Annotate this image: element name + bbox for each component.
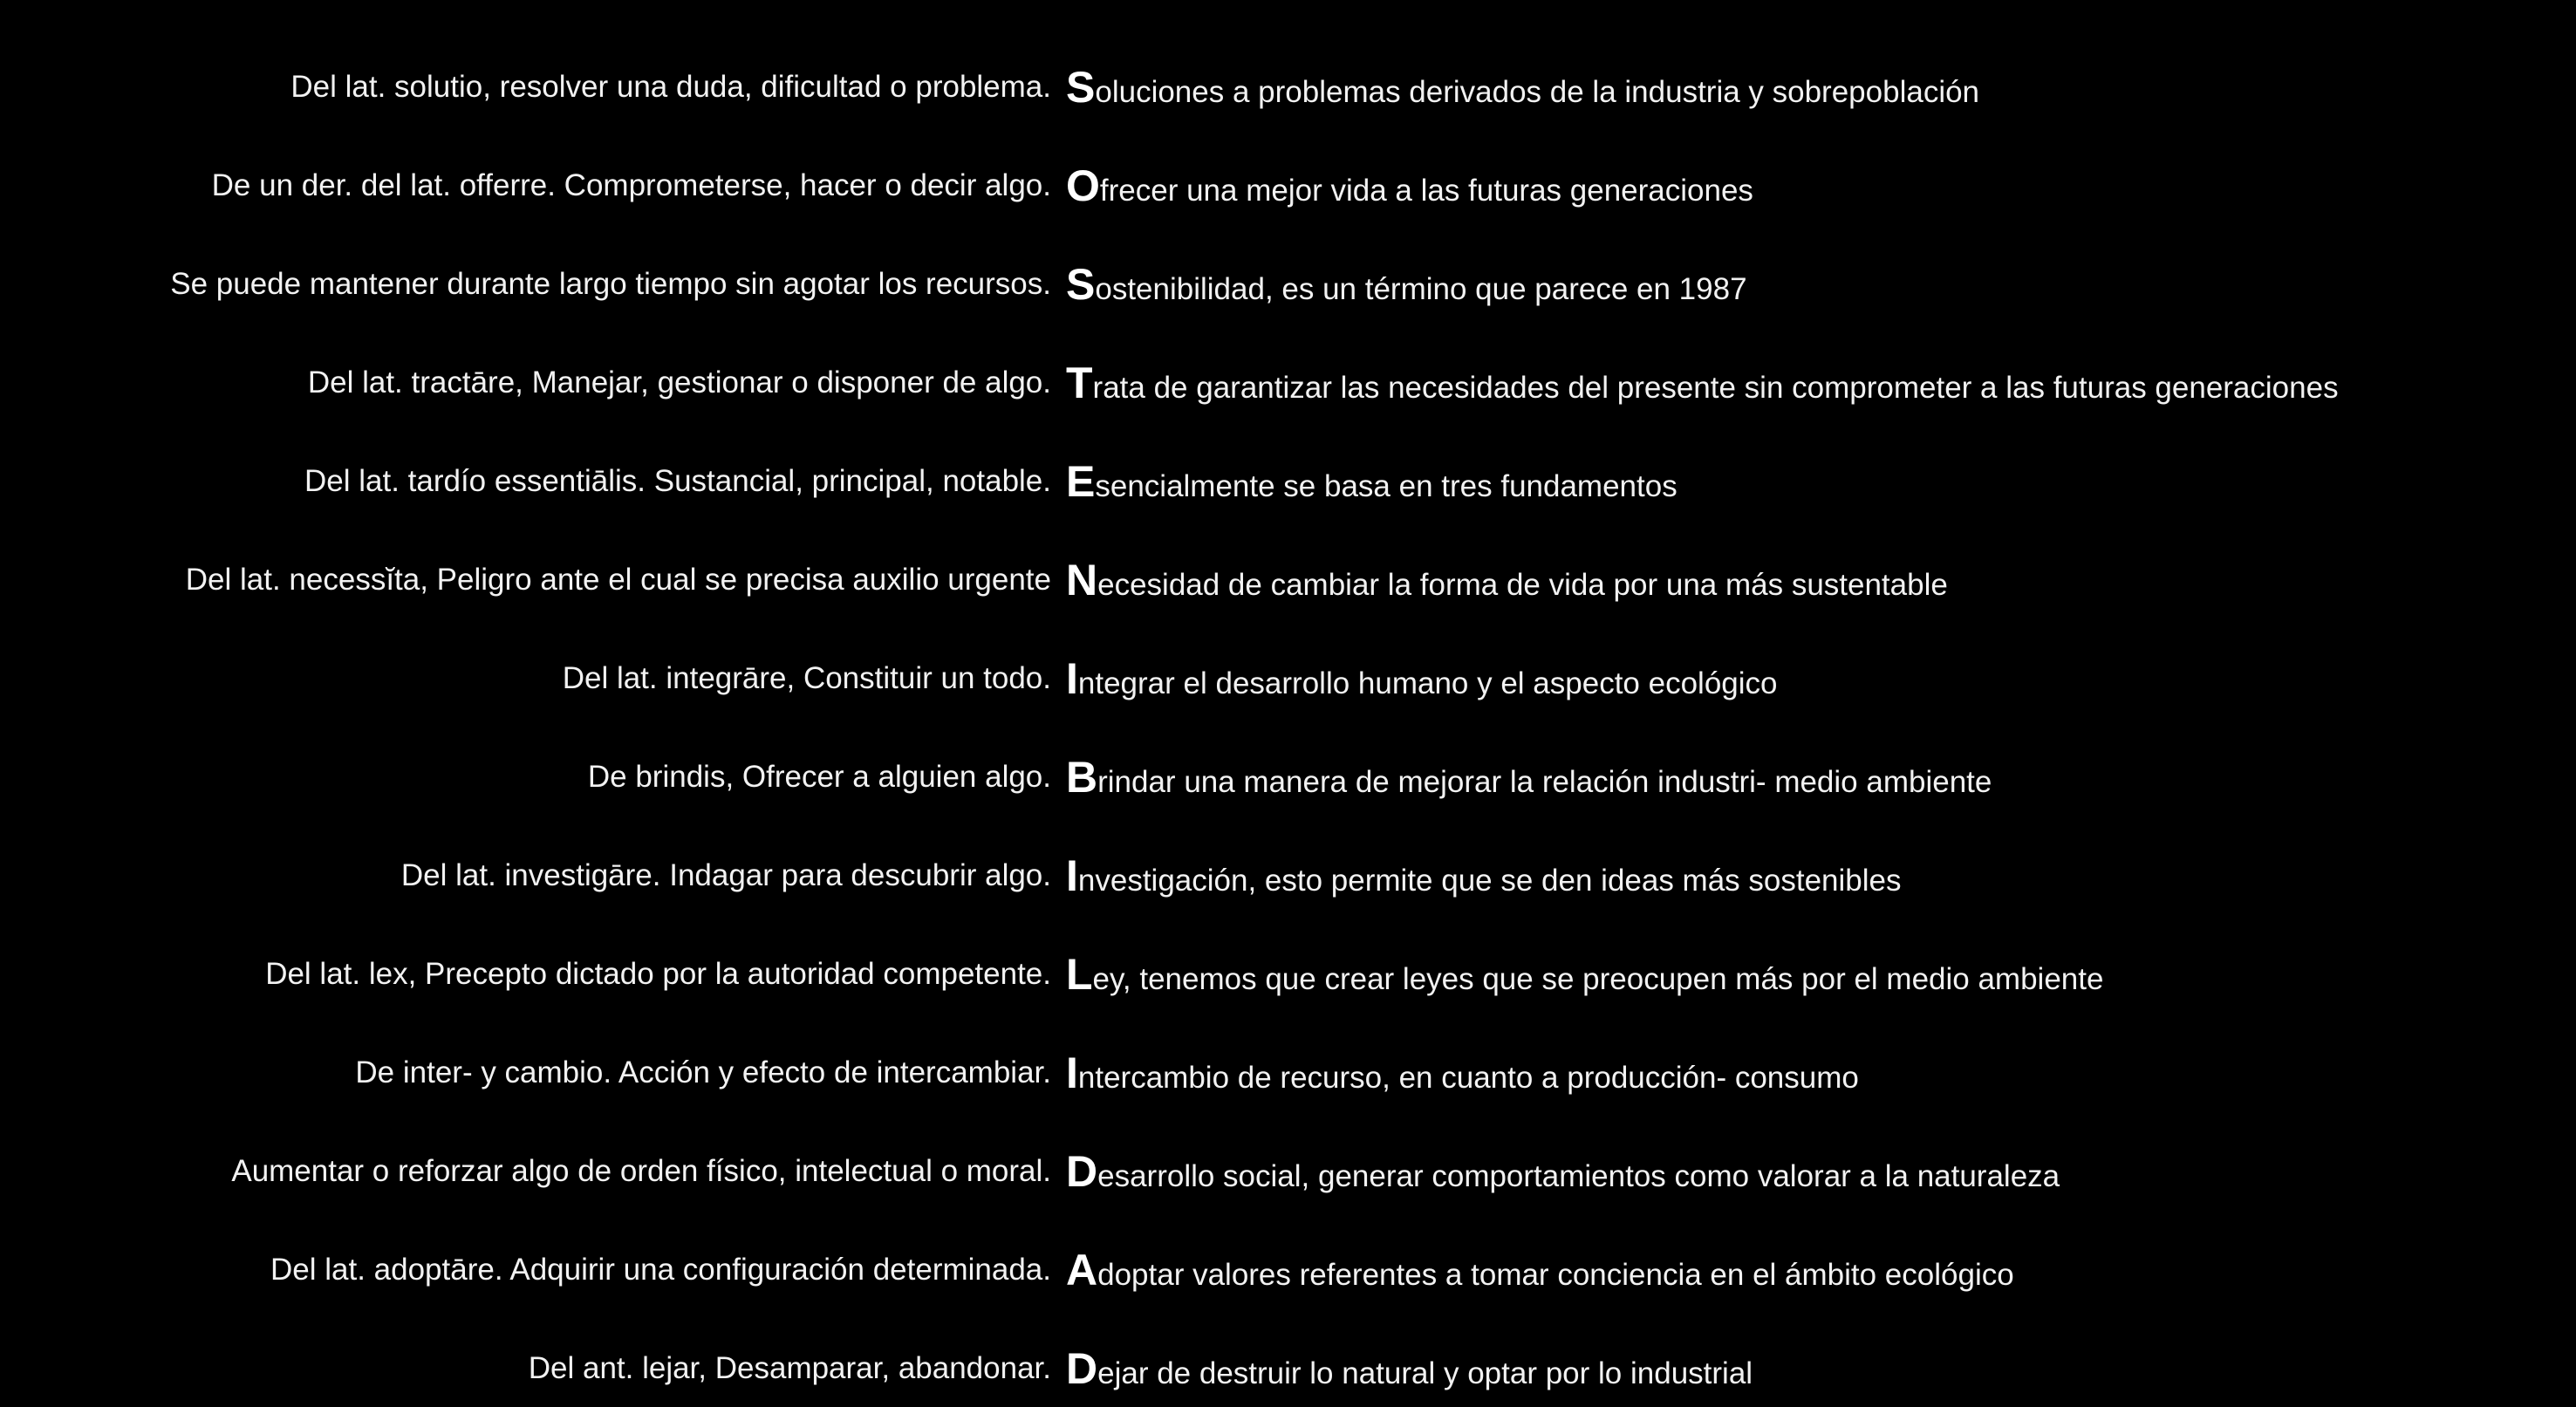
acrostic-row [0, 223, 2576, 314]
row-initial-letter: L [1066, 950, 1093, 999]
row-entry [1066, 1344, 1753, 1393]
row-definition: Del lat. necessĭta, Peligro ante el cual se precisa auxilio urgente [185, 563, 1051, 597]
row-definition: Aumentar o reforzar algo de orden físico, intelectual o moral. [231, 1154, 1051, 1188]
row-phrase: rata de garantizar las necesidades del presente sin comprometer a las futuras generaciones [1092, 371, 2339, 405]
acrostic-row [0, 913, 2576, 1004]
row-initial-letter: D [1066, 1147, 1098, 1196]
row-phrase: ejar de destruir lo natural y optar por lo industrial [1097, 1356, 1753, 1390]
row-definition: Del lat. integrāre, Constituir un todo. [562, 661, 1051, 695]
acrostic-row [0, 1209, 2576, 1300]
acrostic-row [0, 322, 2576, 413]
acrostic [0, 26, 2576, 1393]
row-phrase: oluciones a problemas derivados de la industria y sobrepoblación [1095, 75, 1980, 109]
row-initial-letter: I [1066, 654, 1078, 703]
row-entry [1066, 1147, 2060, 1196]
row-initial-letter: D [1066, 1344, 1098, 1393]
row-definition: Del lat. tardío essentiālis. Sustancial, principal, notable. [304, 464, 1051, 498]
row-definition: De un der. del lat. offerre. Comprometerse, hacer o decir algo. [211, 168, 1051, 202]
row-initial-letter: S [1066, 260, 1096, 309]
row-phrase: ey, tenemos que crear leyes que se preocupen más por el medio ambiente [1092, 962, 2104, 996]
acrostic-row [0, 420, 2576, 511]
row-initial-letter: N [1066, 556, 1098, 604]
row-initial-letter: T [1066, 359, 1093, 407]
row-entry [1066, 359, 2339, 407]
row-phrase: ntegrar el desarrollo humano y el aspecto ecológico [1077, 666, 1778, 700]
acrostic-row [0, 1308, 2576, 1398]
row-phrase: ecesidad de cambiar la forma de vida por una más sustentable [1097, 568, 1948, 602]
row-entry [1066, 457, 1677, 506]
acrostic-row [0, 519, 2576, 610]
row-phrase: rindar una manera de mejorar la relación industri- medio ambiente [1097, 765, 1992, 799]
row-entry [1066, 950, 2104, 999]
row-phrase: nvestigación, esto permite que se den ideas más sostenibles [1077, 864, 1902, 898]
row-initial-letter: O [1066, 161, 1100, 210]
acrostic-row [0, 1110, 2576, 1201]
row-definition: Del lat. investigāre. Indagar para descubrir algo. [400, 858, 1051, 892]
row-definition: Del lat. solutio, resolver una duda, dificultad o problema. [290, 70, 1051, 104]
acrostic-row [0, 618, 2576, 708]
row-definition: Del lat. adoptāre. Adquirir una configuración determinada. [270, 1253, 1051, 1287]
row-initial-letter: E [1066, 457, 1096, 506]
row-phrase: esarrollo social, generar comportamientos como valorar a la naturaleza [1097, 1159, 2060, 1193]
row-entry [1066, 753, 1992, 802]
row-phrase: ntercambio de recurso, en cuanto a producción- consumo [1077, 1061, 1859, 1095]
row-initial-letter: A [1066, 1246, 1098, 1294]
row-initial-letter: B [1066, 753, 1098, 802]
row-entry [1066, 161, 1753, 210]
row-definition: Del lat. tractāre, Manejar, gestionar o disponer de algo. [307, 365, 1051, 400]
row-entry [1066, 556, 1948, 604]
acrostic-row [0, 1012, 2576, 1103]
row-phrase: doptar valores referentes a tomar conciencia en el ámbito ecológico [1097, 1258, 2014, 1292]
acrostic-row [0, 125, 2576, 215]
row-phrase: sencialmente se basa en tres fundamentos [1095, 469, 1677, 503]
row-entry [1066, 851, 1902, 900]
row-definition: Del lat. lex, Precepto dictado por la autoridad competente. [265, 957, 1051, 991]
acrostic-row [0, 716, 2576, 807]
row-entry [1066, 1246, 2014, 1294]
row-entry [1066, 260, 1747, 309]
row-initial-letter: I [1066, 851, 1078, 900]
row-phrase: ostenibilidad, es un término que parece en 1987 [1095, 272, 1747, 306]
acrostic-row [0, 26, 2576, 117]
row-definition: Del ant. lejar, Desamparar, abandonar. [528, 1351, 1051, 1385]
row-initial-letter: S [1066, 63, 1096, 112]
row-definition: Se puede mantener durante largo tiempo sin agotar los recursos. [170, 267, 1051, 301]
row-definition: De brindis, Ofrecer a alguien algo. [587, 760, 1051, 794]
acrostic-row [0, 815, 2576, 905]
row-entry [1066, 63, 1980, 112]
row-phrase: frecer una mejor vida a las futuras generaciones [1099, 174, 1753, 208]
row-entry [1066, 654, 1778, 703]
row-definition: De inter- y cambio. Acción y efecto de intercambiar. [355, 1055, 1051, 1089]
row-entry [1066, 1048, 1859, 1097]
row-initial-letter: I [1066, 1048, 1078, 1097]
